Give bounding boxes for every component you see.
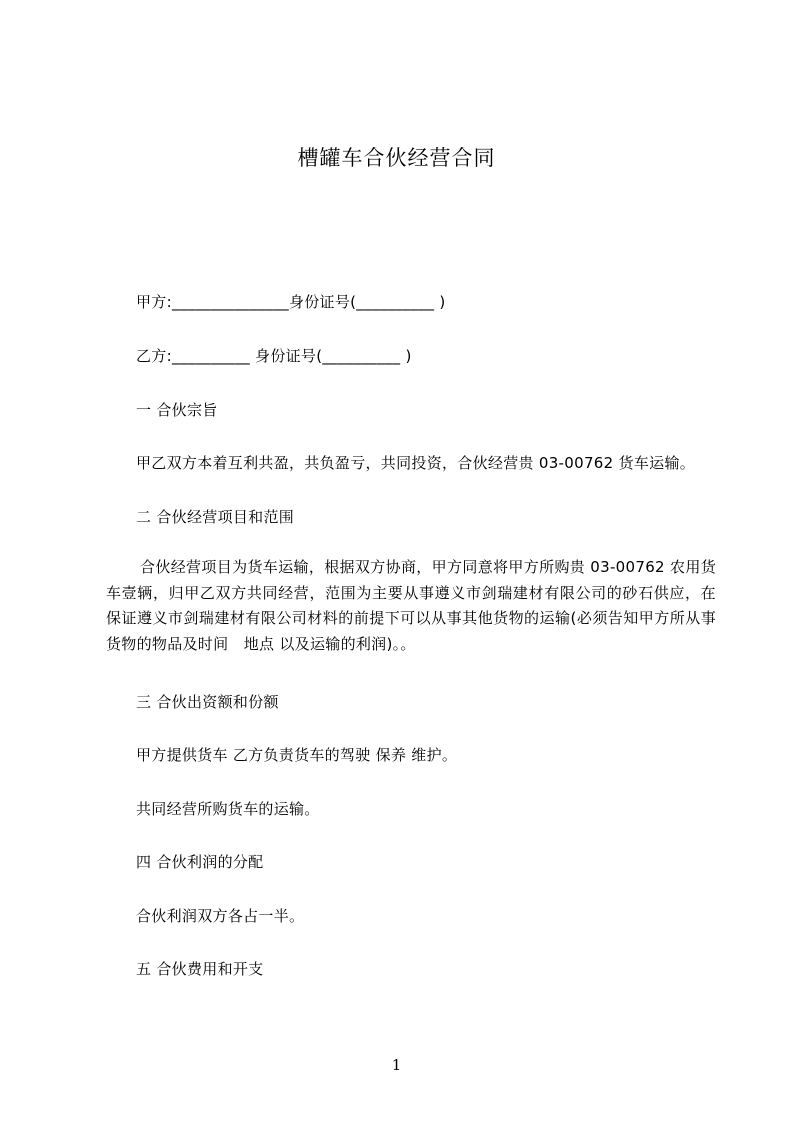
party-a-line: 甲方:_______________身份证号(__________ ) — [136, 293, 446, 311]
section-4-text: 合伙利润双方各占一半。 — [136, 907, 305, 925]
section-3-text-2: 共同经营所购货车的运输。 — [136, 800, 320, 818]
document-title: 槽罐车合伙经营合同 — [297, 146, 496, 170]
section-1-text: 甲乙双方本着互利共盈，共负盈亏，共同投资，合伙经营贵 03-00762 货车运输。 — [136, 454, 696, 472]
section-1-heading: 一 合伙宗旨 — [136, 401, 218, 419]
section-3-heading: 三 合伙出资额和份额 — [136, 693, 279, 711]
page-number: 1 — [391, 1056, 402, 1074]
section-2-heading: 二 合伙经营项目和范围 — [136, 508, 295, 526]
section-4-heading: 四 合伙利润的分配 — [136, 853, 264, 871]
section-5-heading: 五 合伙费用和开支 — [136, 960, 264, 978]
section-3-text-1: 甲方提供货车 乙方负责货车的驾驶 保养 维护。 — [136, 746, 458, 764]
party-b-line: 乙方:__________ 身份证号(__________ ) — [136, 347, 412, 365]
section-2-text: 合伙经营项目为货车运输，根据双方协商，甲方同意将甲方所购贵 03-00762 农用货车壹辆，归甲乙双方共同经营，范围为主要从事遵义市剑瑞建材有限公司的砂石供应，在保证遵义市剑瑞建材有限公司材料的前提下可以从事其他货物的运输(必须告知甲方所从事货物的物品及时间 地点 以及运输的利润)。。 — [106, 558, 716, 653]
